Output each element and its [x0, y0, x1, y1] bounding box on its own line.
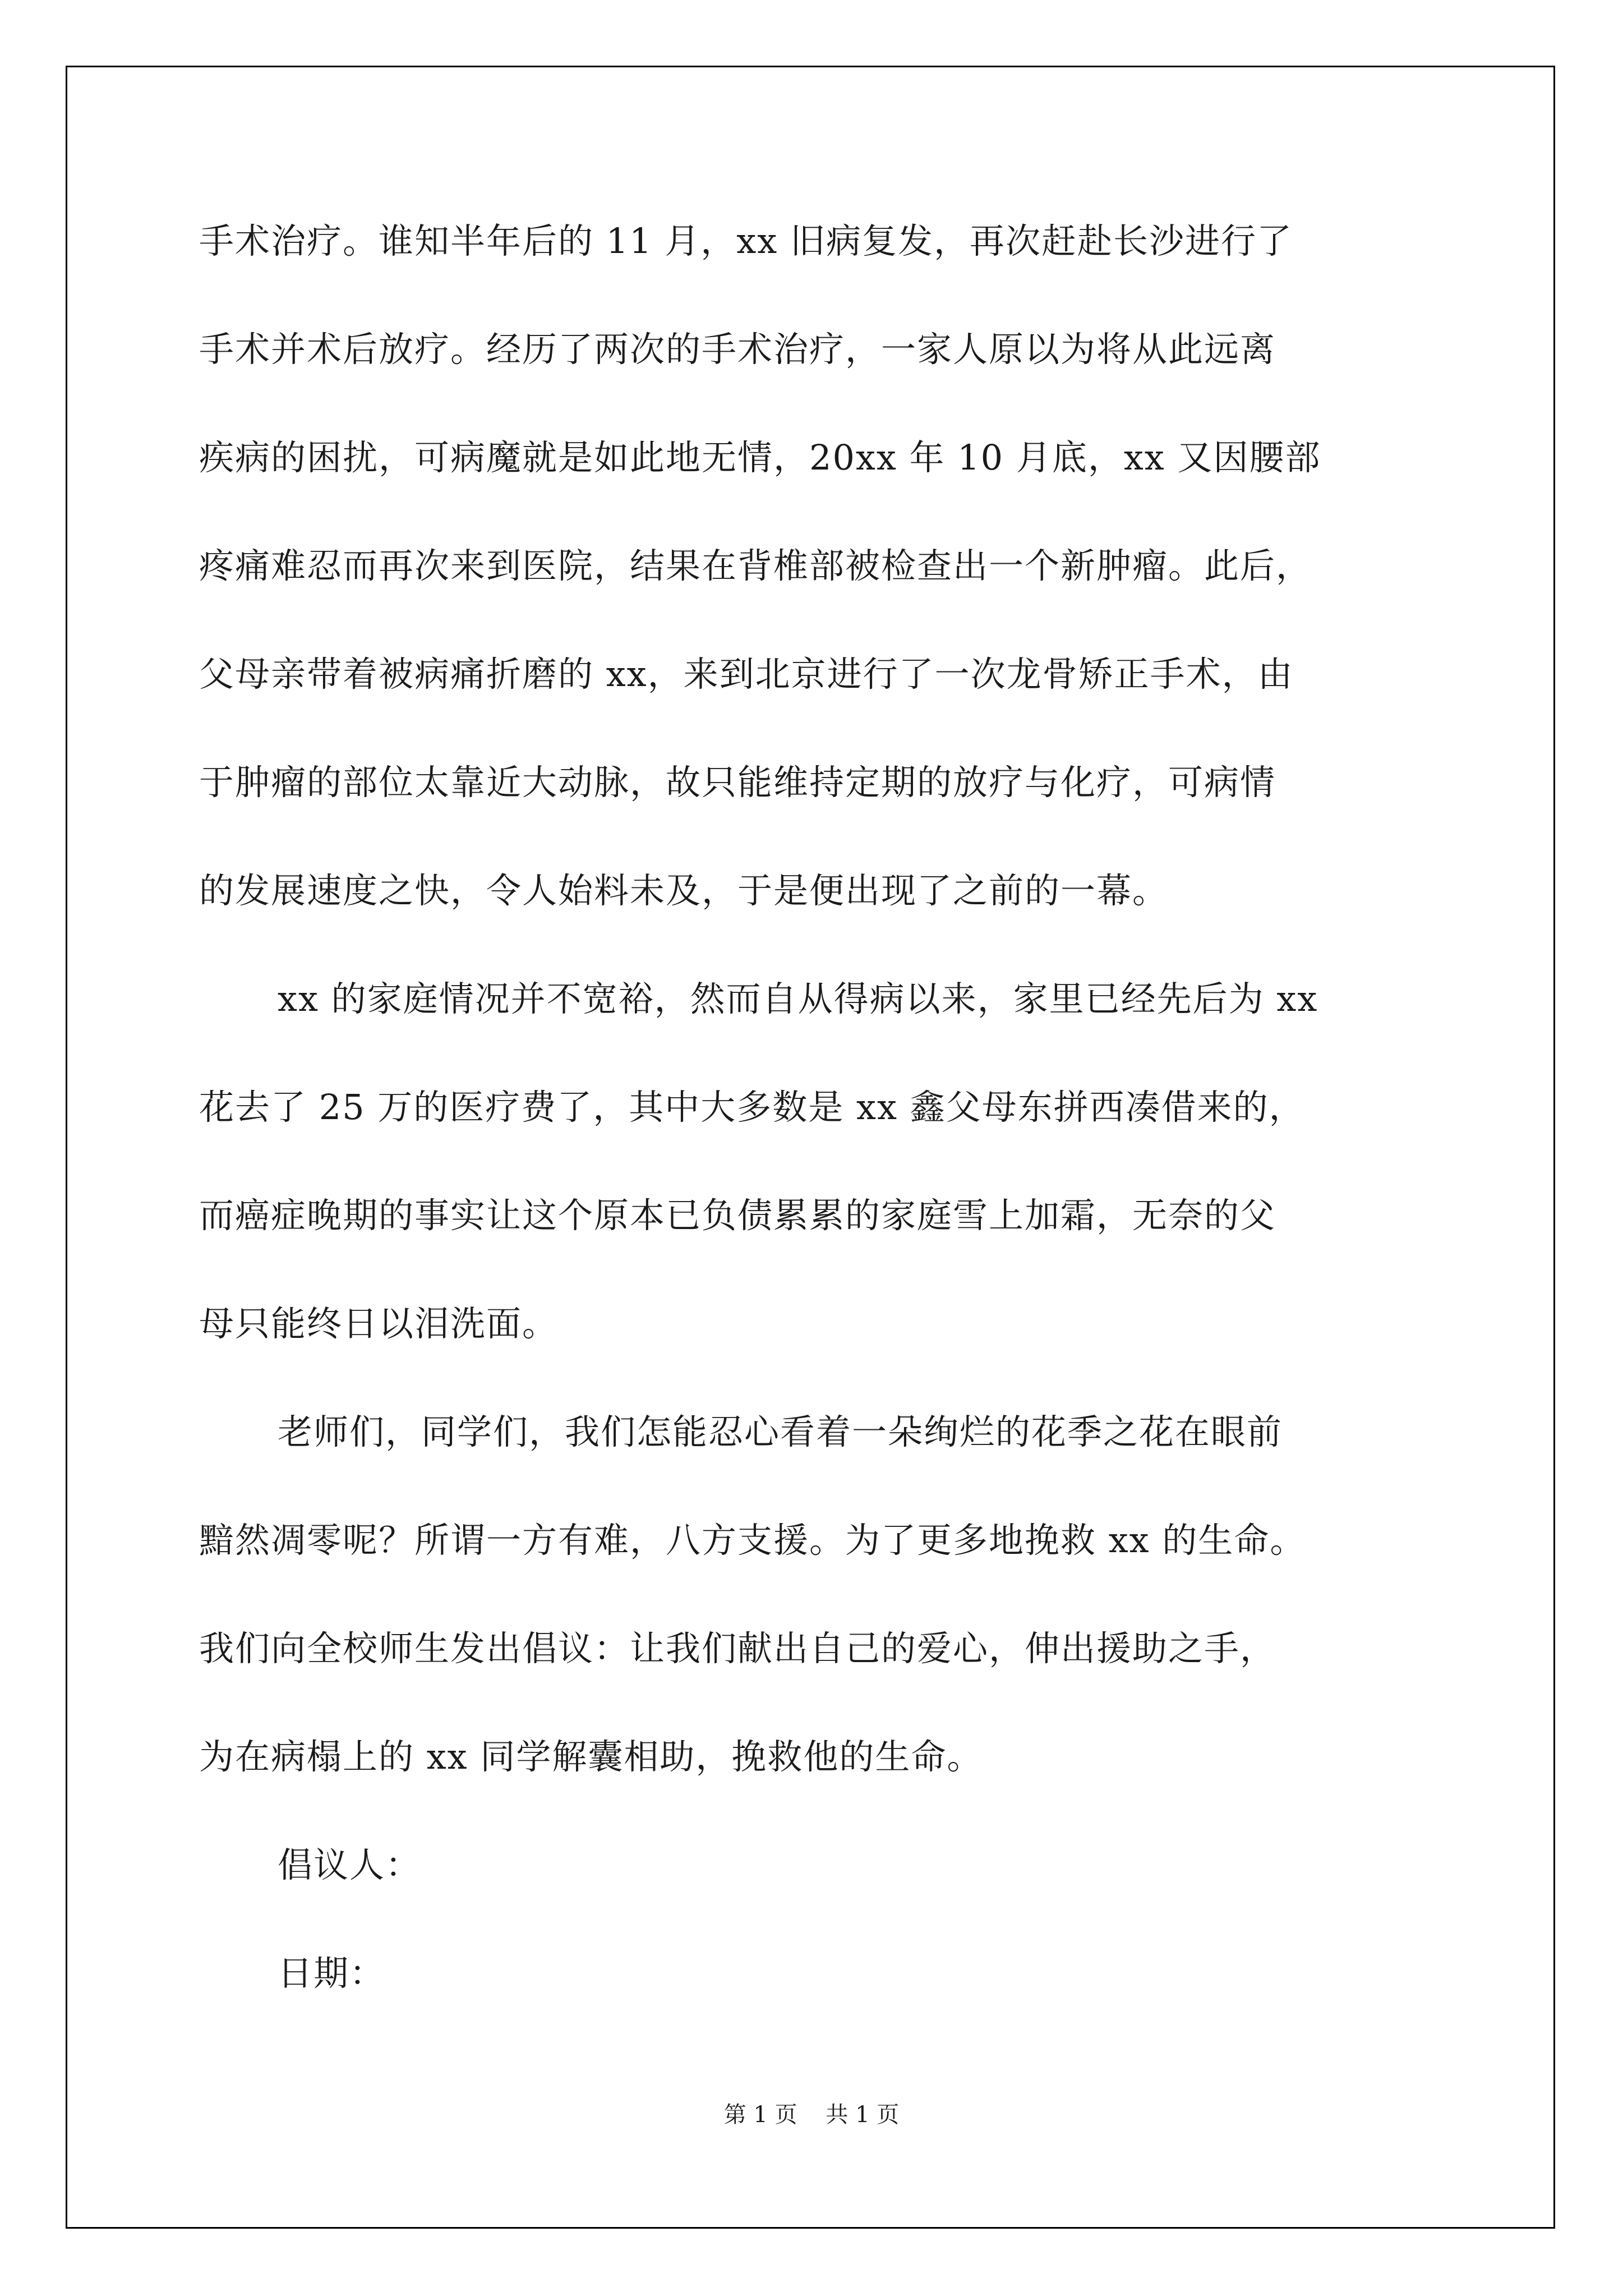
text-line: 父母亲带着被病痛折磨的 xx，来到北京进行了一次龙骨矫正手术，由 [199, 654, 1294, 694]
text-line: 于肿瘤的部位太靠近大动脉，故只能维持定期的放疗与化疗，可病情 [199, 762, 1276, 803]
text-line: 为在病榻上的 xx 同学解囊相助，挽救他的生命。 [199, 1736, 983, 1777]
initiator-label: 倡议人： [278, 1844, 422, 1885]
text-line: 疾病的困扰，可病魔就是如此地无情，20xx 年 10 月底，xx 又因腰部 [199, 437, 1321, 478]
document-body [199, 199, 1478, 2040]
text-line: 手术治疗。谁知半年后的 11 月，xx 旧病复发，再次赶赴长沙进行了 [199, 220, 1293, 261]
page-number-footer: 第 1 页 共 1 页 [723, 2102, 900, 2128]
text-line: 母只能终日以泪洗面。 [199, 1303, 559, 1344]
text-line: 而癌症晚期的事实让这个原本已负债累累的家庭雪上加霜，无奈的父 [199, 1195, 1276, 1236]
text-line: 黯然凋零呢？所谓一方有难，八方支援。为了更多地挽救 xx 的生命。 [199, 1520, 1306, 1561]
text-line: 的发展速度之快，令人始料未及，于是便出现了之前的一幕。 [199, 870, 1169, 911]
text-line: 老师们，同学们，我们怎能忍心看着一朵绚烂的花季之花在眼前 [278, 1411, 1283, 1452]
text-line: xx 的家庭情况并不宽裕，然而自从得病以来，家里已经先后为 xx [278, 978, 1318, 1019]
text-line: 手术并术后放疗。经历了两次的手术治疗，一家人原以为将从此远离 [199, 329, 1276, 370]
date-label: 日期： [278, 1953, 386, 1994]
text-line: 我们向全校师生发出倡议：让我们献出自己的爱心，伸出援助之手， [199, 1628, 1276, 1669]
text-line: 疼痛难忍而再次来到医院，结果在背椎部被检查出一个新肿瘤。此后， [199, 545, 1312, 586]
text-line: 花去了 25 万的医疗费了，其中大多数是 xx 鑫父母东拼西凑借来的， [199, 1087, 1305, 1128]
